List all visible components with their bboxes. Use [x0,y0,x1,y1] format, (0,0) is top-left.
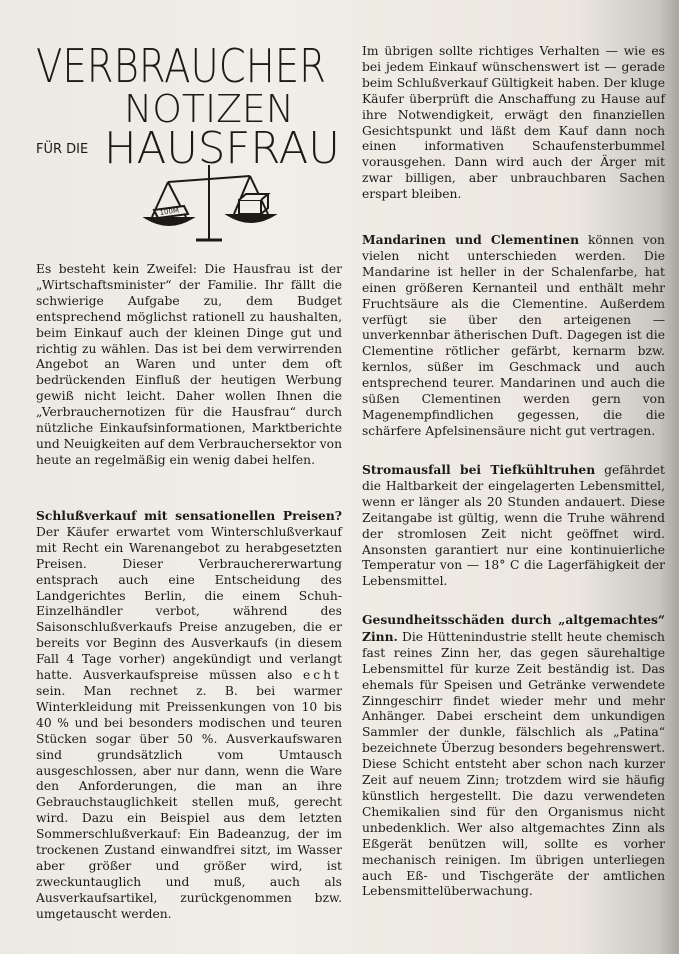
scale-tag: 100M [159,206,180,217]
section-schlussverkauf [36,508,342,923]
section-mandarinen [362,232,665,440]
section-zinn [362,612,665,900]
title-line-3: HAUSFRAU [104,123,340,174]
section-text-mandarinen: können von vielen nicht unterschieden werden. Die Mandarine ist heller in der Schalenfarbe, hat einen größeren Kernanteil und enthält mehr Fruchtsäure als die Clementine. Außerdem verfügt sie über den arteigenen — unverkennbar ätherischen Duft. Dagegen ist die Clementine rötlicher gefärbt, kernarm bzw. kernlos, süßer im Geschmack und auch entsprechend teurer. Mandarinen und auch die süßen Clementinen werden gern von Magenempfindlichen gegessen, die die schärfere Apfelsinensäure nicht gut vertragen. [362,233,665,438]
section-text-stromausfall: gefährdet die Haltbarkeit der eingelagerten Lebensmittel, wenn er länger als 20 Stunden andauert. Diese Zeitangabe ist gültig, wenn die Truhe während der stromlosen Zeit nicht geöffnet wird. Ansonsten garantiert nur eine kontinuierliche Temperatur von — 18° C die Lagerfähigkeit der Lebensmittel. [362,463,665,589]
title-line-1: VERBRAUCHER [36,39,326,93]
masthead-logo [36,0,346,255]
section-heading-mandarinen: Mandarinen und Clementinen [362,232,580,247]
section-heading-schlussverkauf: Schlußverkauf mit sensationellen Preisen? [36,508,342,523]
masthead [36,0,340,250]
section-text-schlussverkauf-b: sein. Man rechnet z. B. bei warmer Winterkleidung mit Preissenkungen von 10 bis 40 % und bei besonders modischen und teuren Stücken sogar über 50 %. Ausverkaufswaren sind grundsätzlich vom Umtausch ausgeschlossen, aber nur dann, wenn die Ware den Anforderungen, die man an ihre Gebrauchstauglichkeit stellen muß, gerecht wird. Dazu ein Beispiel aus dem letzten Sommerschlußverkauf: Ein Badeanzug, der im trockenen Zustand einwandfrei sitzt, im Wasser aber größer und größer wird, ist zweckuntauglich und muß, auch als Ausverkaufsartikel, zurückgenommen bzw. umgetauscht werden. [36,683,342,921]
section-text-zinn: Die Hüttenindustrie stellt heute chemisch fast reines Zinn her, das gegen säurehaltige Lebensmittel für kurze Zeit beständig ist. Das ehemals für Speisen und Getränke verwendete Zinngeschirr findet wieder mehr und mehr Anhänger. Dabei erscheint dem unkundigen Sammler der dunkle, fälschlich als „Patina“ bezeichnete Überzug besonders begehrenswert. Diese Schicht entsteht aber schon nach kurzer Zeit auf neuem Zinn; trotzdem wird sie häufig künstlich hergestellt. Die dazu verwendeten Chemikalien sind für den Organismus nicht unbedenklich. Wer also altgemachtes Zinn als Eßgerät benützen will, sollte es vorher mechanisch reinigen. Im übrigen unterliegen auch Eß- und Tischgeräte der amtlichen Lebensmittelüberwachung. [362,629,665,899]
section-text-emphasis: echt [302,668,342,683]
title-line-2: NOTIZEN [124,87,294,131]
section-heading-zinn: Gesundheitsschäden durch „altgemachtes“ Zinn. [362,612,665,644]
balance-scale-icon [146,165,274,240]
intro-paragraph: Es besteht kein Zweifel: Die Hausfrau ist der „Wirtschaftsminister“ der Familie. Ihr fällt die schwierige Aufgabe zu, dem Budget entsprechend möglichst rationell zu haushalten, beim Einkauf auch der kleinen Dinge gut und richtig zu wählen. Das ist bei dem verwirrenden Angebot an Waren und unter dem oft bedrückenden Einfluß der heutigen Werbung gewiß nicht leicht. Daher wollen Ihnen die „Verbrauchernotizen für die Hausfrau“ durch nützliche Einkaufsinformationen, Marktberichte und Neuigkeiten auf dem Verbrauchersektor von heute an regelmäßig ein wenig dabei helfen. [36,262,342,467]
paragraph-verhalten: Im übrigen sollte richtiges Verhalten — wie es bei jedem Einkauf wünschenswert ist — gerade beim Schlußverkauf Gültigkeit haben. Der kluge Käufer überprüft die Anschaffung zu Hause auf ihre Notwendigkeit, erwägt den finanziellen Gesichtspunkt und läßt dem Kauf dann noch einen informativen Schaufensterbummel vorausgehen. Dann wird auch der Ärger mit zwar billigen, aber unbrauchbaren Sachen erspart bleiben. [362,44,665,202]
section-heading-stromausfall: Stromausfall bei Tiefkühltruhen [362,462,596,477]
section-stromausfall [362,462,665,590]
section-text-schlussverkauf-a: Der Käufer erwartet vom Winterschlußverkauf mit Recht ein Warenangebot zu herabgesetzten Preisen. Dieser Verbrauchererwartung entsprach auch eine Entscheidung des Landgerichtes Berlin, die einem Schuh-Einzelhändler verbot, während des Saisonschlußverkaufs Preise anzugeben, die er bereits vor Beginn des Ausverkaufs (in diesem Fall 4 Tage vorher) angekündigt und verlangt hatte. Ausverkaufspreise müssen also [36,524,342,683]
title-prefix: FÜR DIE [36,142,89,157]
